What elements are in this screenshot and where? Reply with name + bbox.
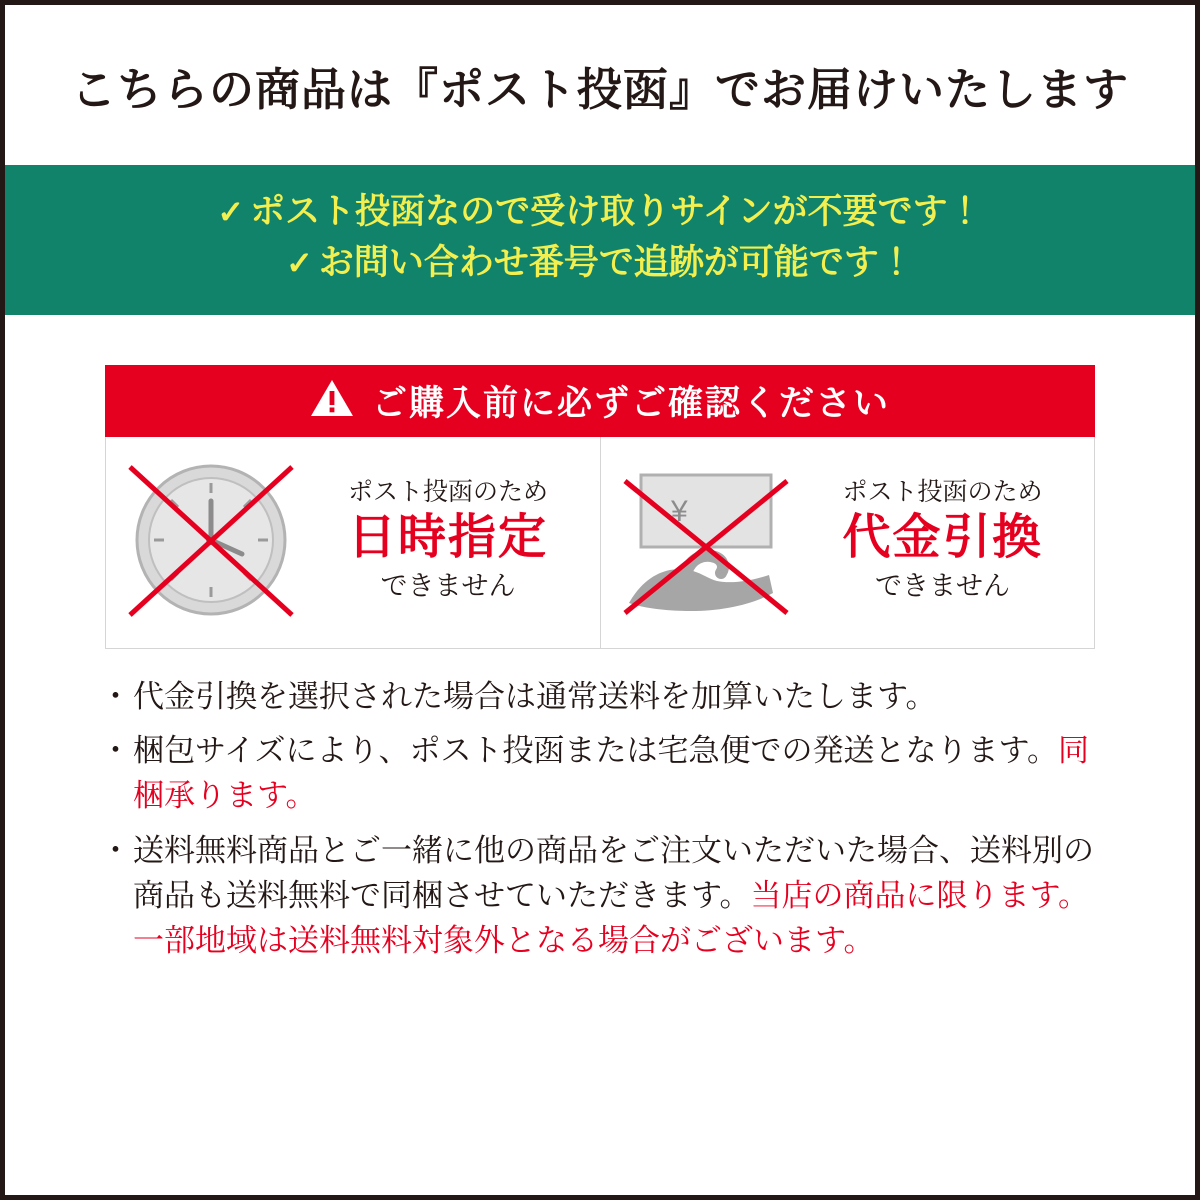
check-icon: ✓ [286, 244, 313, 281]
cash-on-delivery-icon [611, 453, 801, 628]
note-bullet: ・ [100, 733, 131, 769]
warning-box [5, 315, 1195, 649]
clock-icon [116, 453, 306, 628]
note-segment: 代金引換を選択された場合は通常送料を加算いたします。 [133, 678, 937, 714]
note-segment: 梱包サイズにより、ポスト投函または宅急便での発送となります。 [133, 733, 1059, 769]
benefit-line-2 [5, 238, 1195, 289]
warning-item-top: ポスト投函のため [347, 477, 548, 506]
note-text [133, 675, 1100, 720]
warning-item-date-time [106, 437, 600, 648]
warning-triangle-icon [310, 378, 354, 423]
warning-item-bottom: できません [380, 571, 516, 602]
header [5, 5, 1195, 165]
benefits-band [5, 165, 1195, 315]
warning-item-text [306, 478, 590, 603]
benefit-text-1: ポスト投函なので受け取りサインが不要です！ [250, 192, 983, 231]
notes-list [5, 649, 1195, 965]
note-text [133, 729, 1100, 819]
warning-item-bottom: できません [875, 571, 1010, 602]
warning-header [105, 365, 1095, 437]
warning-item-main: 代金引換 [842, 511, 1043, 565]
note-text [133, 829, 1100, 964]
note-item [100, 675, 1100, 720]
warning-item-main: 日時指定 [347, 511, 548, 565]
warning-item-text [801, 478, 1084, 603]
page-title: こちらの商品は『ポスト投函』でお届けいたします [70, 63, 1129, 115]
note-segment-highlight: 同梱承ります。 [133, 733, 1090, 814]
check-icon: ✓ [217, 194, 245, 230]
warning-heading: ご購入前に必ずご確認ください [371, 383, 890, 423]
warning-item-cash-on-delivery [600, 437, 1094, 648]
benefit-line-1 [5, 187, 1195, 238]
note-segment: 送料無料商品とご一緒に他の商品をご注文いただいた場合、送料別の商品も送料無料で同梱させていただきます。 [133, 833, 1094, 914]
note-bullet: ・ [100, 678, 131, 714]
warning-body [105, 437, 1095, 649]
note-segment-highlight: 当店の商品に限ります。一部地域は送料無料対象外となる場合がございます。 [133, 878, 1090, 959]
warning-item-top: ポスト投函のため [842, 477, 1043, 506]
note-item [100, 829, 1100, 964]
benefit-text-2: お問い合わせ番号で追跡が可能です！ [318, 242, 914, 282]
yen-symbol: ¥ [671, 494, 688, 528]
note-item [100, 729, 1100, 819]
note-bullet: ・ [100, 833, 131, 869]
